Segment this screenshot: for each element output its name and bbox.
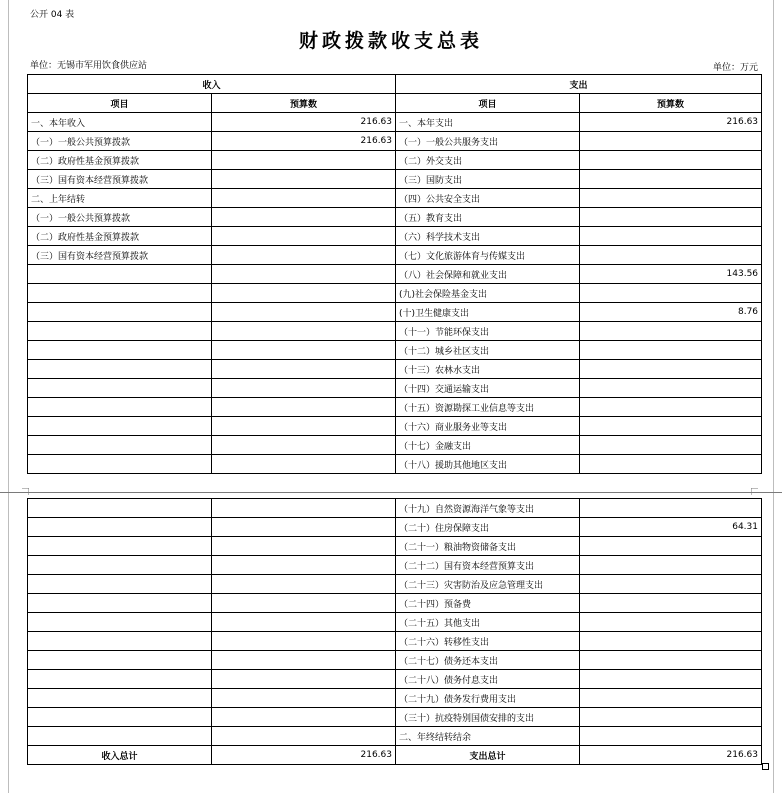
table-row — [28, 322, 762, 341]
income-item-cell — [28, 341, 212, 360]
income-item-cell — [28, 436, 212, 455]
column-header-row — [28, 94, 762, 113]
income-item-cell: （三）国有资本经营预算拨款 — [28, 246, 212, 265]
income-value-cell — [212, 537, 396, 556]
table-tag: 公开 04 表 — [30, 10, 75, 20]
table-row — [28, 227, 762, 246]
table-row — [28, 398, 762, 417]
income-item-cell: （一）一般公共预算拨款 — [28, 208, 212, 227]
expense-value-cell — [580, 670, 762, 689]
expense-value-cell: 64.31 — [580, 518, 762, 537]
income-value-cell: 216.63 — [212, 132, 396, 151]
income-value-cell — [212, 518, 396, 537]
income-item-cell — [28, 499, 212, 518]
totals-row — [28, 746, 762, 765]
income-item-cell — [28, 537, 212, 556]
expense-item-cell: （十九）自然资源海洋气象等支出 — [396, 499, 580, 518]
income-item-cell — [28, 556, 212, 575]
income-value-cell — [212, 170, 396, 189]
income-item-cell — [28, 727, 212, 746]
table-row — [28, 556, 762, 575]
table-row — [28, 518, 762, 537]
expense-item-cell: （二）外交支出 — [396, 151, 580, 170]
table-row — [28, 246, 762, 265]
expense-item-cell: （十六）商业服务业等支出 — [396, 417, 580, 436]
expense-item-cell: （四）公共安全支出 — [396, 189, 580, 208]
expense-item-cell: （二十七）债务还本支出 — [396, 651, 580, 670]
income-value-cell — [212, 575, 396, 594]
expense-value-cell — [580, 594, 762, 613]
income-item-cell: （三）国有资本经营预算拨款 — [28, 170, 212, 189]
table-row — [28, 537, 762, 556]
income-item-cell — [28, 575, 212, 594]
expense-value-cell — [580, 246, 762, 265]
expense-value-cell — [580, 132, 762, 151]
income-item-cell: 一、本年收入 — [28, 113, 212, 132]
income-item-cell — [28, 518, 212, 537]
expense-value-cell — [580, 708, 762, 727]
income-value-cell — [212, 208, 396, 227]
income-value-cell — [212, 398, 396, 417]
budget-table-page-2 — [27, 498, 762, 765]
income-item-header: 项目 — [28, 94, 212, 113]
table-row — [28, 341, 762, 360]
expense-item-cell: （十三）农林水支出 — [396, 360, 580, 379]
income-value-cell — [212, 455, 396, 474]
table-row — [28, 632, 762, 651]
income-value-cell — [212, 284, 396, 303]
expense-value-cell — [580, 499, 762, 518]
crop-mark-icon — [22, 488, 29, 495]
page-break — [0, 492, 782, 493]
expense-item-cell: （二十一）粮油物资储备支出 — [396, 537, 580, 556]
expense-value-cell — [580, 575, 762, 594]
income-item-cell — [28, 379, 212, 398]
expense-item-cell: 一、本年支出 — [396, 113, 580, 132]
page-margin-left — [8, 0, 9, 793]
expense-item-cell: 二、年终结转结余 — [396, 727, 580, 746]
income-item-cell — [28, 689, 212, 708]
expense-item-cell: （二十五）其他支出 — [396, 613, 580, 632]
table-row — [28, 265, 762, 284]
income-item-cell: 二、上年结转 — [28, 189, 212, 208]
income-value-cell — [212, 151, 396, 170]
income-item-cell — [28, 284, 212, 303]
income-value-cell — [212, 246, 396, 265]
income-item-cell — [28, 303, 212, 322]
expense-item-cell: （二十）住房保障支出 — [396, 518, 580, 537]
table-row — [28, 284, 762, 303]
income-item-cell — [28, 670, 212, 689]
expense-value-cell — [580, 398, 762, 417]
expense-value-cell — [580, 189, 762, 208]
expense-value-cell: 143.56 — [580, 265, 762, 284]
expense-value-cell — [580, 613, 762, 632]
expense-item-cell: (十)卫生健康支出 — [396, 303, 580, 322]
expense-item-cell: (九)社会保险基金支出 — [396, 284, 580, 303]
expense-item-cell: （十二）城乡社区支出 — [396, 341, 580, 360]
income-item-cell: （二）政府性基金预算拨款 — [28, 151, 212, 170]
expense-item-cell: （三）国防支出 — [396, 170, 580, 189]
income-item-cell: （一）一般公共预算拨款 — [28, 132, 212, 151]
income-value-cell — [212, 689, 396, 708]
table-row — [28, 208, 762, 227]
end-marker-icon — [762, 763, 769, 770]
expense-item-cell: （十五）资源勘探工业信息等支出 — [396, 398, 580, 417]
income-item-cell — [28, 455, 212, 474]
table-row — [28, 360, 762, 379]
income-value-cell — [212, 303, 396, 322]
income-value-cell — [212, 727, 396, 746]
table-row — [28, 670, 762, 689]
income-item-cell — [28, 632, 212, 651]
expense-item-cell: （十一）节能环保支出 — [396, 322, 580, 341]
expense-value-cell — [580, 727, 762, 746]
expense-value-cell — [580, 360, 762, 379]
income-value-cell — [212, 670, 396, 689]
income-value-cell — [212, 189, 396, 208]
income-header: 收入 — [28, 75, 396, 94]
table-row — [28, 499, 762, 518]
expense-value-cell — [580, 170, 762, 189]
income-value-cell — [212, 613, 396, 632]
expense-item-cell: （十七）金融支出 — [396, 436, 580, 455]
page-title: 财政拨款收支总表 — [298, 30, 483, 52]
table-row — [28, 436, 762, 455]
table-row — [28, 613, 762, 632]
income-budget-header: 预算数 — [212, 94, 396, 113]
income-value-cell — [212, 417, 396, 436]
income-value-cell — [212, 632, 396, 651]
expense-value-cell — [580, 208, 762, 227]
income-value-cell: 216.63 — [212, 113, 396, 132]
expense-value-cell — [580, 341, 762, 360]
table-row — [28, 170, 762, 189]
expense-value-cell — [580, 227, 762, 246]
expense-item-cell: （一）一般公共服务支出 — [396, 132, 580, 151]
expense-item-cell: （十四）交通运输支出 — [396, 379, 580, 398]
expense-item-cell: （五）教育支出 — [396, 208, 580, 227]
income-value-cell — [212, 227, 396, 246]
expense-value-cell — [580, 632, 762, 651]
income-item-cell — [28, 360, 212, 379]
income-value-cell — [212, 708, 396, 727]
income-item-cell — [28, 651, 212, 670]
income-value-cell — [212, 499, 396, 518]
expense-value-cell: 216.63 — [580, 113, 762, 132]
expense-item-cell: （二十三）灾害防治及应急管理支出 — [396, 575, 580, 594]
currency-unit: 单位：万元 — [712, 63, 758, 73]
income-value-cell — [212, 651, 396, 670]
expense-item-header: 项目 — [396, 94, 580, 113]
crop-mark-icon — [751, 488, 758, 495]
expense-item-cell: （二十四）预备费 — [396, 594, 580, 613]
income-item-cell — [28, 417, 212, 436]
table-row — [28, 189, 762, 208]
table-row — [28, 727, 762, 746]
expense-value-cell — [580, 689, 762, 708]
page-margin-right — [773, 0, 774, 793]
income-value-cell — [212, 556, 396, 575]
table-row — [28, 379, 762, 398]
unit-label: 单位：无锡市军用饮食供应站 — [30, 61, 148, 71]
table-row — [28, 594, 762, 613]
expense-value-cell — [580, 151, 762, 170]
expense-item-cell: （二十二）国有资本经营预算支出 — [396, 556, 580, 575]
income-item-cell — [28, 708, 212, 727]
expense-value-cell: 8.76 — [580, 303, 762, 322]
income-value-cell — [212, 322, 396, 341]
expense-total-label: 支出总计 — [396, 746, 580, 765]
income-item-cell — [28, 613, 212, 632]
expense-item-cell: （二十八）债务付息支出 — [396, 670, 580, 689]
expense-header: 支出 — [396, 75, 762, 94]
table-row — [28, 708, 762, 727]
income-item-cell — [28, 398, 212, 417]
expense-value-cell — [580, 455, 762, 474]
table-row — [28, 417, 762, 436]
income-value-cell — [212, 436, 396, 455]
expense-item-cell: （八）社会保障和就业支出 — [396, 265, 580, 284]
expense-item-cell: （十八）援助其他地区支出 — [396, 455, 580, 474]
expense-item-cell: （二十九）债务发行费用支出 — [396, 689, 580, 708]
expense-budget-header: 预算数 — [580, 94, 762, 113]
expense-value-cell — [580, 436, 762, 455]
table-row — [28, 651, 762, 670]
table-row — [28, 151, 762, 170]
table-row — [28, 455, 762, 474]
expense-value-cell — [580, 322, 762, 341]
table-row — [28, 113, 762, 132]
table-row — [28, 689, 762, 708]
expense-item-cell: （六）科学技术支出 — [396, 227, 580, 246]
income-value-cell — [212, 265, 396, 284]
income-item-cell: （二）政府性基金预算拨款 — [28, 227, 212, 246]
table-row — [28, 132, 762, 151]
expense-value-cell — [580, 556, 762, 575]
income-item-cell — [28, 594, 212, 613]
table-row — [28, 575, 762, 594]
income-item-cell — [28, 322, 212, 341]
income-total-value: 216.63 — [212, 746, 396, 765]
expense-value-cell — [580, 284, 762, 303]
expense-item-cell: （七）文化旅游体育与传媒支出 — [396, 246, 580, 265]
expense-value-cell — [580, 379, 762, 398]
expense-item-cell: （二十六）转移性支出 — [396, 632, 580, 651]
income-item-cell — [28, 265, 212, 284]
expense-item-cell: （三十）抗疫特别国债安排的支出 — [396, 708, 580, 727]
income-value-cell — [212, 341, 396, 360]
income-value-cell — [212, 360, 396, 379]
income-total-label: 收入总计 — [28, 746, 212, 765]
income-value-cell — [212, 379, 396, 398]
expense-value-cell — [580, 417, 762, 436]
expense-total-value: 216.63 — [580, 746, 762, 765]
income-value-cell — [212, 594, 396, 613]
expense-value-cell — [580, 537, 762, 556]
table-row — [28, 303, 762, 322]
section-header-row — [28, 75, 762, 94]
expense-value-cell — [580, 651, 762, 670]
budget-table-page-1 — [27, 74, 762, 474]
